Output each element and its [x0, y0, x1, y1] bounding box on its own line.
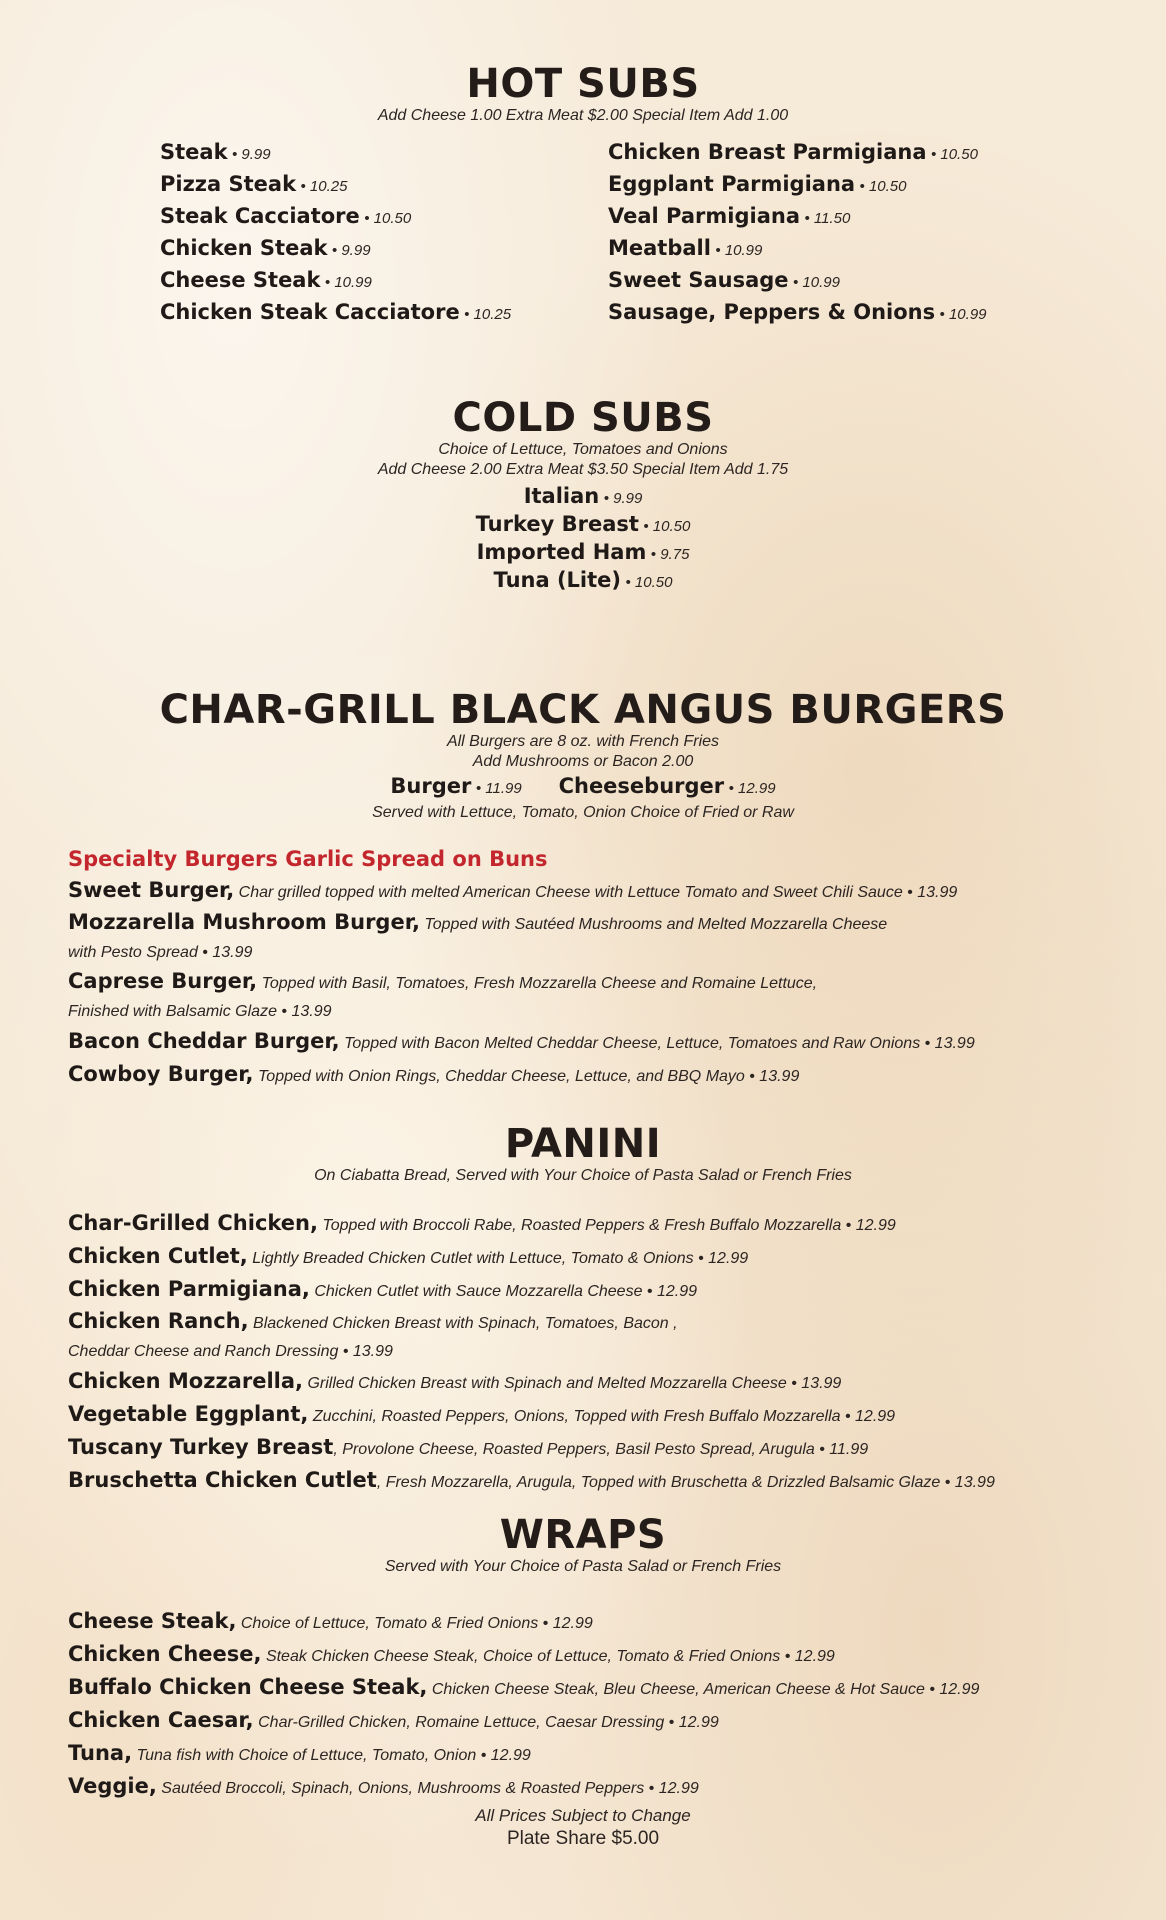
- panini-section: [0, 1121, 1166, 1186]
- list-item: Turkey Breast • 10.50: [475, 512, 691, 536]
- cold-subs-section: [0, 395, 1166, 594]
- list-item: Cowboy Burger, Topped with Onion Rings, Cheddar Cheese, Lettuce, and BBQ Mayo • 13.99: [68, 1062, 800, 1086]
- footer-plate-share: Plate Share $5.00: [506, 1828, 660, 1849]
- list-item: Cheese Steak, Choice of Lettuce, Tomato & Fried Onions • 12.99: [68, 1609, 593, 1633]
- wraps-list: [68, 1606, 1128, 1804]
- list-item: Meatball • 10.99: [608, 236, 763, 260]
- cheeseburger-name: Cheeseburger: [558, 774, 725, 798]
- wraps-note: Served with Your Choice of Pasta Salad or French Fries: [384, 1558, 782, 1575]
- list-item: Chicken Caesar, Char-Grilled Chicken, Romaine Lettuce, Caesar Dressing • 12.99: [68, 1708, 719, 1732]
- specialty-burgers-list: [68, 843, 1128, 1092]
- list-item: Chicken Mozzarella, Grilled Chicken Breast with Spinach and Melted Mozzarella Cheese • 13.99: [68, 1369, 842, 1393]
- panini-note: On Ciabatta Bread, Served with Your Choice of Pasta Salad or French Fries: [314, 1167, 852, 1184]
- burgers-section: [0, 687, 1166, 823]
- burger-price: • 11.99: [475, 780, 522, 797]
- panini-title: PANINI: [504, 1121, 662, 1167]
- specialty-burgers-heading: Specialty Burgers Garlic Spread on Buns: [68, 847, 548, 871]
- cold-subs-list: [0, 482, 1166, 594]
- list-item: Mozzarella Mushroom Burger, Topped with Sautéed Mushrooms and Melted Mozzarella Cheese with Pesto Spread • 13.99: [68, 910, 888, 961]
- list-item: Imported Ham • 9.75: [476, 540, 690, 564]
- list-item: Sweet Burger, Char grilled topped with melted American Cheese with Lettuce Tomato and Sweet Chili Sauce • 13.99: [68, 878, 958, 902]
- hot-subs-left-column: [160, 136, 511, 328]
- list-item: Sausage, Peppers & Onions • 10.99: [608, 300, 987, 324]
- burgers-note-1: All Burgers are 8 oz. with French Fries: [446, 733, 720, 750]
- list-item: Chicken Steak Cacciatore • 10.25: [160, 300, 512, 324]
- list-item: Italian • 9.99: [523, 484, 643, 508]
- cold-subs-note-2: Add Cheese 2.00 Extra Meat $3.50 Special Item Add 1.75: [377, 461, 789, 478]
- cheeseburger-price: • 12.99: [728, 780, 776, 797]
- burgers-title: CHAR-GRILL BLACK ANGUS BURGERS: [159, 687, 1007, 733]
- wraps-section: [0, 1512, 1166, 1577]
- hot-subs-note: Add Cheese 1.00 Extra Meat $2.00 Special Item Add 1.00: [377, 107, 789, 124]
- list-item: Chicken Breast Parmigiana • 10.50: [608, 140, 978, 164]
- hot-subs-section: [0, 61, 1166, 126]
- list-item: Veggie, Sautéed Broccoli, Spinach, Onions, Mushrooms & Roasted Peppers • 12.99: [68, 1774, 699, 1798]
- list-item: Chicken Steak • 9.99: [160, 236, 371, 260]
- burger-name: Burger: [390, 774, 472, 798]
- hot-subs-title: HOT SUBS: [466, 61, 700, 107]
- list-item: Buffalo Chicken Cheese Steak, Chicken Cheese Steak, Bleu Cheese, American Cheese & Hot Sauce • 12.99: [68, 1675, 980, 1699]
- list-item: Vegetable Eggplant, Zucchini, Roasted Peppers, Onions, Topped with Fresh Buffalo Mozzarella • 12.99: [68, 1402, 896, 1426]
- list-item: Tuscany Turkey Breast, Provolone Cheese, Roasted Peppers, Basil Pesto Spread, Arugula • 11.99: [68, 1435, 869, 1459]
- list-item: Steak • 9.99: [160, 140, 271, 164]
- list-item: Cheese Steak • 10.99: [160, 268, 372, 292]
- cold-subs-note-1: Choice of Lettuce, Tomatoes and Onions: [438, 441, 728, 458]
- list-item: Caprese Burger, Topped with Basil, Tomatoes, Fresh Mozzarella Cheese and Romaine Lettuce, Finished with Balsamic Glaze • 13.99: [68, 969, 818, 1020]
- footer-prices-note: All Prices Subject to Change: [475, 1806, 691, 1825]
- cold-subs-title: COLD SUBS: [452, 395, 714, 441]
- burgers-note-2: Add Mushrooms or Bacon 2.00: [472, 753, 694, 770]
- burger-basic-row: [0, 772, 1166, 803]
- panini-list: [68, 1208, 1128, 1498]
- list-item: Chicken Ranch, Blackened Chicken Breast with Spinach, Tomatoes, Bacon , Cheddar Cheese and Ranch Dressing • 13.99: [68, 1309, 678, 1360]
- list-item: Veal Parmigiana • 11.50: [608, 204, 851, 228]
- list-item: Chicken Cutlet, Lightly Breaded Chicken Cutlet with Lettuce, Tomato & Onions • 12.99: [68, 1244, 749, 1268]
- list-item: Chicken Parmigiana, Chicken Cutlet with Sauce Mozzarella Cheese • 12.99: [68, 1277, 697, 1301]
- list-item: Steak Cacciatore • 10.50: [160, 204, 412, 228]
- burgers-note-3: Served with Lettuce, Tomato, Onion Choice of Fried or Raw: [372, 804, 794, 821]
- hot-subs-right-column: [608, 136, 987, 328]
- list-item: Bruschetta Chicken Cutlet, Fresh Mozzarella, Arugula, Topped with Bruschetta & Drizzled Balsamic Glaze • 13.99: [68, 1468, 995, 1492]
- list-item: Chicken Cheese, Steak Chicken Cheese Steak, Choice of Lettuce, Tomato & Fried Onions • 12.99: [68, 1642, 835, 1666]
- wraps-title: WRAPS: [499, 1512, 667, 1558]
- footer: [0, 1805, 1166, 1851]
- list-item: Sweet Sausage • 10.99: [608, 268, 840, 292]
- list-item: Eggplant Parmigiana • 10.50: [608, 172, 907, 196]
- list-item: Pizza Steak • 10.25: [160, 172, 348, 196]
- list-item: Tuna, Tuna fish with Choice of Lettuce, Tomato, Onion • 12.99: [68, 1741, 531, 1765]
- list-item: Tuna (Lite) • 10.50: [493, 568, 673, 592]
- list-item: Bacon Cheddar Burger, Topped with Bacon Melted Cheddar Cheese, Lettuce, Tomatoes and Raw Onions • 13.99: [68, 1029, 975, 1053]
- list-item: Char-Grilled Chicken, Topped with Broccoli Rabe, Roasted Peppers & Fresh Buffalo Mozzarella • 12.99: [68, 1211, 896, 1235]
